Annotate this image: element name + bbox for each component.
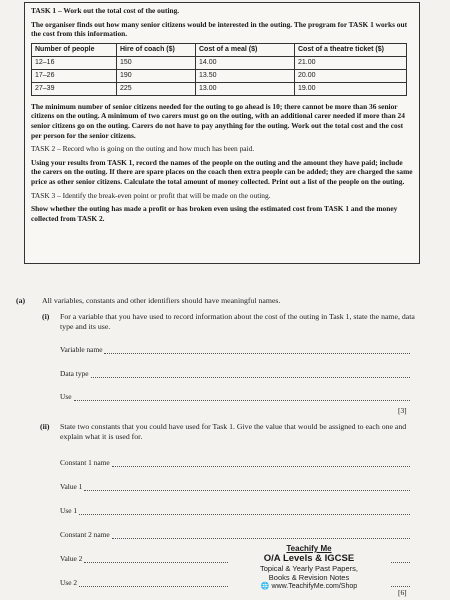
constant2-name-answer-line[interactable] [112,531,410,539]
table-cell: 19.00 [295,82,407,95]
use-answer-line[interactable] [74,393,411,401]
watermark-papers: Topical & Yearly Past Papers, [260,564,358,573]
use-label: Use [60,392,72,401]
task3-body: Show whether the outing has made a profit or has broken even using the estimated cost from TASK 1 and the money collected from TASK 2. [31,204,398,223]
use-row [60,392,410,401]
table-cell: 190 [117,69,196,82]
globe-icon: 🌐 [260,583,270,590]
watermark-notes: Books & Revision Notes [268,573,350,582]
watermark-brand: Teachify Me [286,544,332,553]
use1-label: Use 1 [60,506,78,515]
header-cost-of-ticket: Cost of a theatre ticket ($) [295,43,407,56]
table-cell: 17–26 [32,69,117,82]
question-i-marks: [3] [398,406,407,415]
use1-answer-line[interactable] [79,507,410,515]
data-type-label: Data type [60,369,89,378]
question-i-text: For a variable that you have used to record information about the cost of the outing in Task 1, state the name, data type and its use. [60,312,415,331]
cost-table-header-row [32,43,407,56]
data-type-row [60,369,410,378]
question-ii-text: State two constants that you could have used for Task 1. Give the value that would be assigned to each one and explain what it is used for. [60,422,407,441]
cost-table [31,43,407,96]
part-a-label: (a) [16,296,26,305]
task1-heading: TASK 1 – Work out the total cost of the outing. [31,6,180,15]
table-cell: 21.00 [295,56,407,69]
data-type-answer-line[interactable] [91,370,410,378]
table-cell: 225 [117,82,196,95]
use2-label: Use 2 [60,578,78,587]
question-ii-label: (ii) [40,422,50,431]
task2-heading: TASK 2 – Record who is going on the outing and how much has been paid. [31,144,255,154]
constant1-name-row [60,458,410,467]
task1-rules: The minimum number of senior citizens needed for the outing to go ahead is 10; there cannot be more than 36 senior citizens on the outing. A minimum of two carers must go on the outing, with an additional carer needed if more than 24 senior citizens go on the outing. Carers do not have to pay anything for the outing. Work out the total cost and the cost per person for the senior citizens. [31,101,405,140]
header-cost-of-meal: Cost of a meal ($) [196,43,295,56]
table-cell: 150 [117,56,196,69]
constant2-name-row [60,530,410,539]
task1-intro: The organiser finds out how many senior citizens would be interested in the outing. The program for TASK 1 works out the cost from this information. [31,19,408,39]
table-row [32,82,407,95]
task2-body: Using your results from TASK 1, record the names of the people on the outing and the amount they have paid; include the carers on the outing. If there are spare places on the coach then extra people can be added; they are charged the same price as other senior citizens. Calculate the total amount of money collected. Print out a list of the people on the outing. [31,157,413,186]
table-cell: 14.00 [196,56,295,69]
table-cell: 27–39 [32,82,117,95]
part-a-text: All variables, constants and other identifiers should have meaningful names. [42,296,281,305]
value1-answer-line[interactable] [84,483,410,491]
table-cell: 20.00 [295,69,407,82]
constant2-name-label: Constant 2 name [60,530,110,539]
value1-label: Value 1 [60,482,83,491]
task3-heading: TASK 3 – Identify the break-even point or profit that will be made on the outing. [31,190,271,200]
table-cell: 12–16 [32,56,117,69]
variable-name-label: Variable name [60,345,103,354]
value2-label: Value 2 [60,554,83,563]
table-cell: 13.00 [196,82,295,95]
question-i-label: (i) [42,312,50,321]
teachify-watermark [228,544,390,590]
header-hire-of-coach: Hire of coach ($) [117,43,196,56]
task-description-box [24,2,420,264]
watermark-url[interactable]: www.TeachifyMe.com/Shop [271,583,358,590]
table-cell: 13.50 [196,69,295,82]
header-number-of-people: Number of people [32,43,117,56]
variable-name-row [60,345,410,354]
watermark-levels: O/A Levels & IGCSE [263,553,355,564]
table-row [32,56,407,69]
table-row [32,69,407,82]
variable-name-answer-line[interactable] [104,346,410,354]
question-ii-marks: [6] [398,588,407,597]
value1-row [60,482,410,491]
use1-row [60,506,410,515]
constant1-name-label: Constant 1 name [60,458,110,467]
watermark-url-row [228,582,390,590]
constant1-name-answer-line[interactable] [112,459,410,467]
